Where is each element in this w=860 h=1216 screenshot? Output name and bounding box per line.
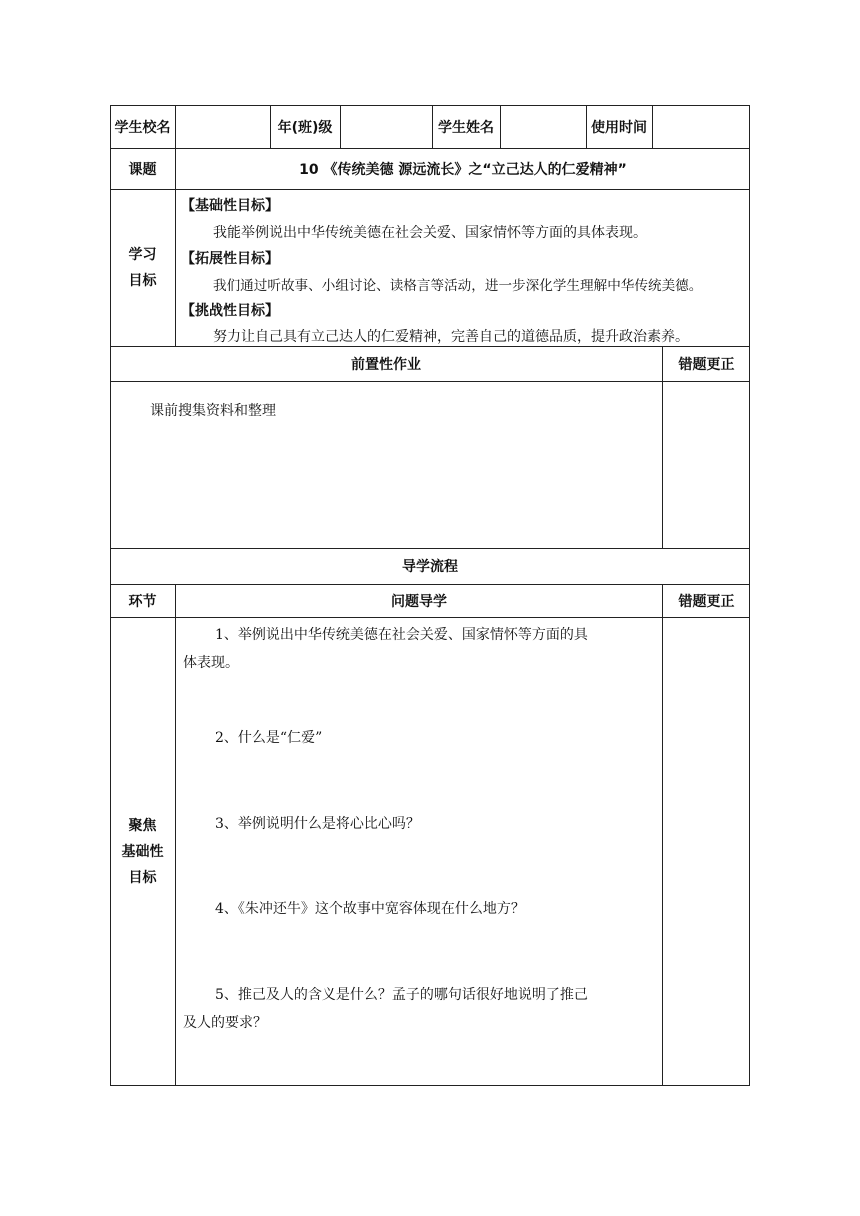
topic-title: 10 《传统美德 源远流长》之“立己达人的仁爱精神” — [299, 161, 627, 178]
challenge-goal-heading: 【挑战性目标】 — [181, 303, 279, 319]
preview-header: 前置性作业 — [351, 356, 421, 373]
question-1-line2: 体表现。 — [183, 655, 239, 671]
col-divider — [662, 584, 663, 1086]
school-label: 学生校名 — [114, 119, 171, 136]
objectives-label-line2: 目标 — [128, 272, 157, 289]
col-divider — [175, 189, 176, 346]
stage-label-line2: 基础性 — [121, 843, 164, 860]
objectives-label-line1: 学习 — [128, 246, 157, 263]
class-field[interactable] — [341, 105, 432, 148]
topic-label: 课题 — [128, 161, 157, 178]
row-divider — [110, 189, 750, 190]
row-divider — [110, 617, 750, 618]
question-1-line1: 1、举例说出中华传统美德在社会关爱、国家情怀等方面的具 — [215, 627, 588, 643]
objectives-label — [110, 189, 175, 346]
extended-goal-text: 我们通过听故事、小组讨论、读格言等活动，进一步深化学生理解中华传统美德。 — [213, 278, 703, 294]
question-2: 2、什么是“仁爱” — [215, 730, 323, 746]
correction-column-header: 错题更正 — [678, 593, 735, 610]
question-4: 4、《朱冲还牛》这个故事中宽容体现在什么地方？ — [215, 901, 525, 917]
basic-goal-text: 我能举例说出中华传统美德在社会关爱、国家情怀等方面的具体表现。 — [213, 225, 647, 241]
row-divider — [110, 381, 750, 382]
stage-label-line1: 聚焦 — [128, 817, 157, 834]
stage-column-header: 环节 — [128, 593, 157, 610]
name-label: 学生姓名 — [438, 119, 494, 136]
time-label: 使用时间 — [591, 119, 647, 136]
basic-goal-heading: 【基础性目标】 — [181, 198, 279, 214]
question-5-line2: 及人的要求？ — [183, 1015, 267, 1031]
name-field[interactable] — [501, 105, 586, 148]
col-divider — [175, 584, 176, 1086]
question-3: 3、举例说明什么是将心比心吗？ — [215, 816, 420, 832]
time-field[interactable] — [653, 105, 750, 148]
school-field[interactable] — [176, 105, 270, 148]
question-column-header: 问题导学 — [391, 593, 447, 610]
preview-content: 课前搜集资料和整理 — [150, 403, 276, 419]
question-5-line1: 5、推己及人的含义是什么？孟子的哪句话很好地说明了推己 — [215, 987, 588, 1003]
class-label: 年(班)级 — [277, 119, 333, 136]
guide-title: 导学流程 — [402, 559, 458, 575]
preview-correction-header: 错题更正 — [678, 356, 735, 373]
challenge-goal-text: 努力让自己具有立己达人的仁爱精神，完善自己的道德品质，提升政治素养。 — [213, 329, 689, 345]
stage-label-line3: 目标 — [128, 869, 157, 886]
stage-label — [110, 617, 175, 1086]
extended-goal-heading: 【拓展性目标】 — [181, 251, 279, 267]
